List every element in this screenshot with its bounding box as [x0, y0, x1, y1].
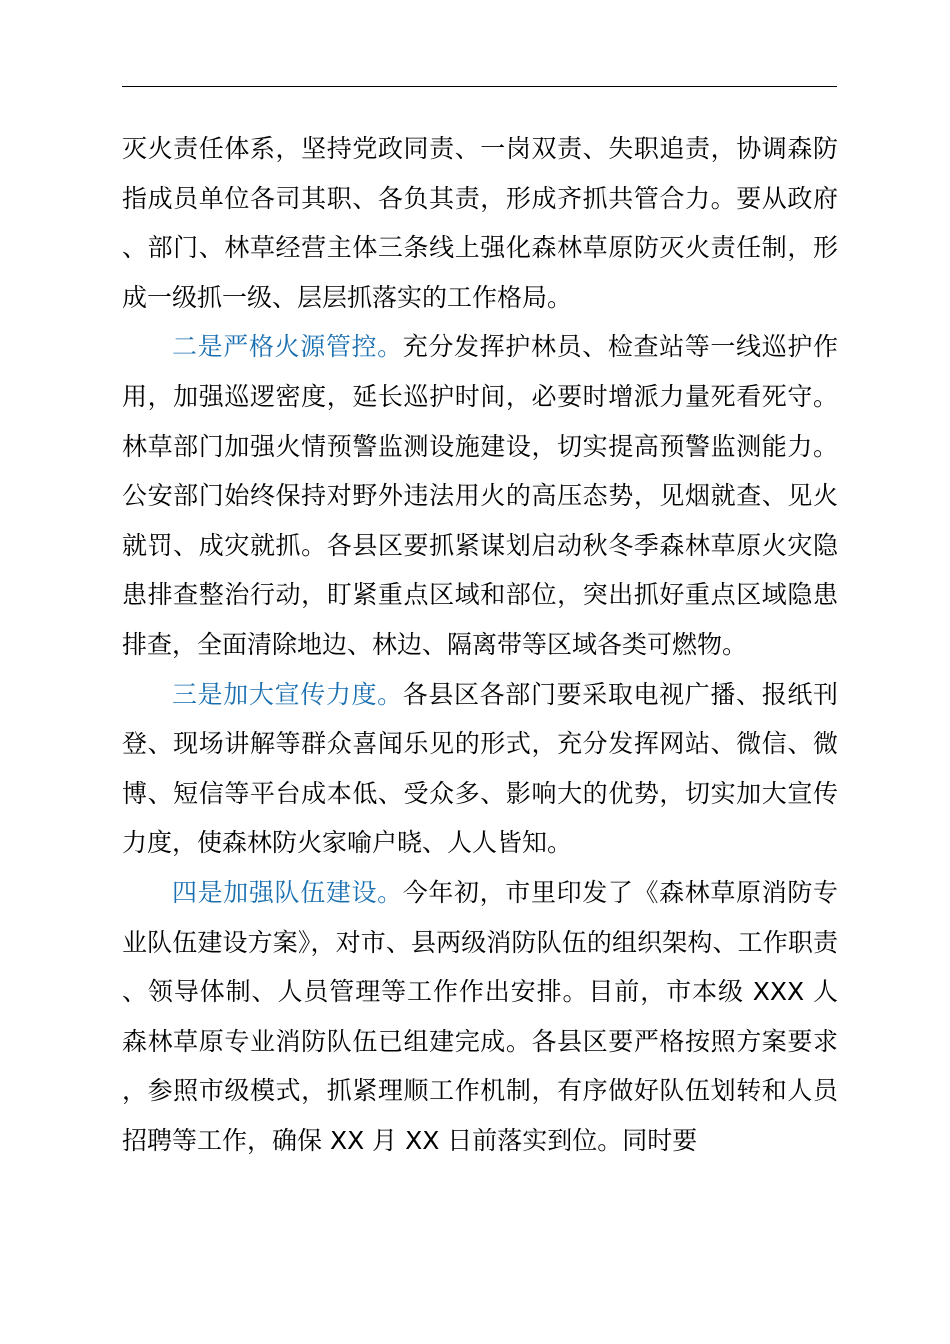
paragraph-body: 各县区各部门要采取电视广播、报纸刊登、现场讲解等群众喜闻乐见的形式，充分发挥网站、微信、微博、短信等平台成本低、受众多、影响大的优势，切实加大宣传力度，使森林防火家喻户晓、人人皆知。 [122, 679, 838, 858]
paragraph-body: 充分发挥护林员、检查站等一线巡护作用，加强巡逻密度，延长巡护时间，必要时增派力量死看死守。林草部门加强火情预警监测设施建设，切实提高预警监测能力。公安部门始终保持对野外违法用火的高压态势，见烟就查、见火就罚、成灾就抓。各县区要抓紧谋划启动秋冬季森林草原火灾隐患排查整治行动，盯紧重点区域和部位，突出抓好重点区域隐患排查，全面清除地边、林边、隔离带等区域各类可燃物。 [122, 332, 838, 659]
header-rule [122, 86, 837, 87]
paragraph-fire-source-control [122, 322, 838, 669]
paragraph-heading: 三是加大宣传力度。 [172, 679, 403, 709]
paragraph-team-building [122, 868, 838, 1166]
paragraph-body: 今年初，市里印发了《森林草原消防专业队伍建设方案》，对市、县两级消防队伍的组织架构、工作职责、领导体制、人员管理等工作作出安排。目前，市本级 XXX 人森林草原专业消防队伍已组建完成。各县区要严格按照方案要求，参照市级模式，抓紧理顺工作机制，有序做好队伍划转和人员招聘等工作，确保 XX 月 XX 日前落实到位。同时要 [122, 877, 838, 1155]
document-body [122, 124, 838, 1165]
paragraph-body: 灭火责任体系，坚持党政同责、一岗双责、失职追责，协调森防指成员单位各司其职、各负其责，形成齐抓共管合力。要从政府、部门、林草经营主体三条线上强化森林草原防灭火责任制，形成一级抓一级、层层抓落实的工作格局。 [122, 134, 838, 312]
paragraph-heading: 二是严格火源管控。 [172, 332, 403, 362]
paragraph-publicity [122, 670, 838, 868]
paragraph-continuation [122, 124, 838, 322]
paragraph-heading: 四是加强队伍建设。 [172, 877, 403, 907]
